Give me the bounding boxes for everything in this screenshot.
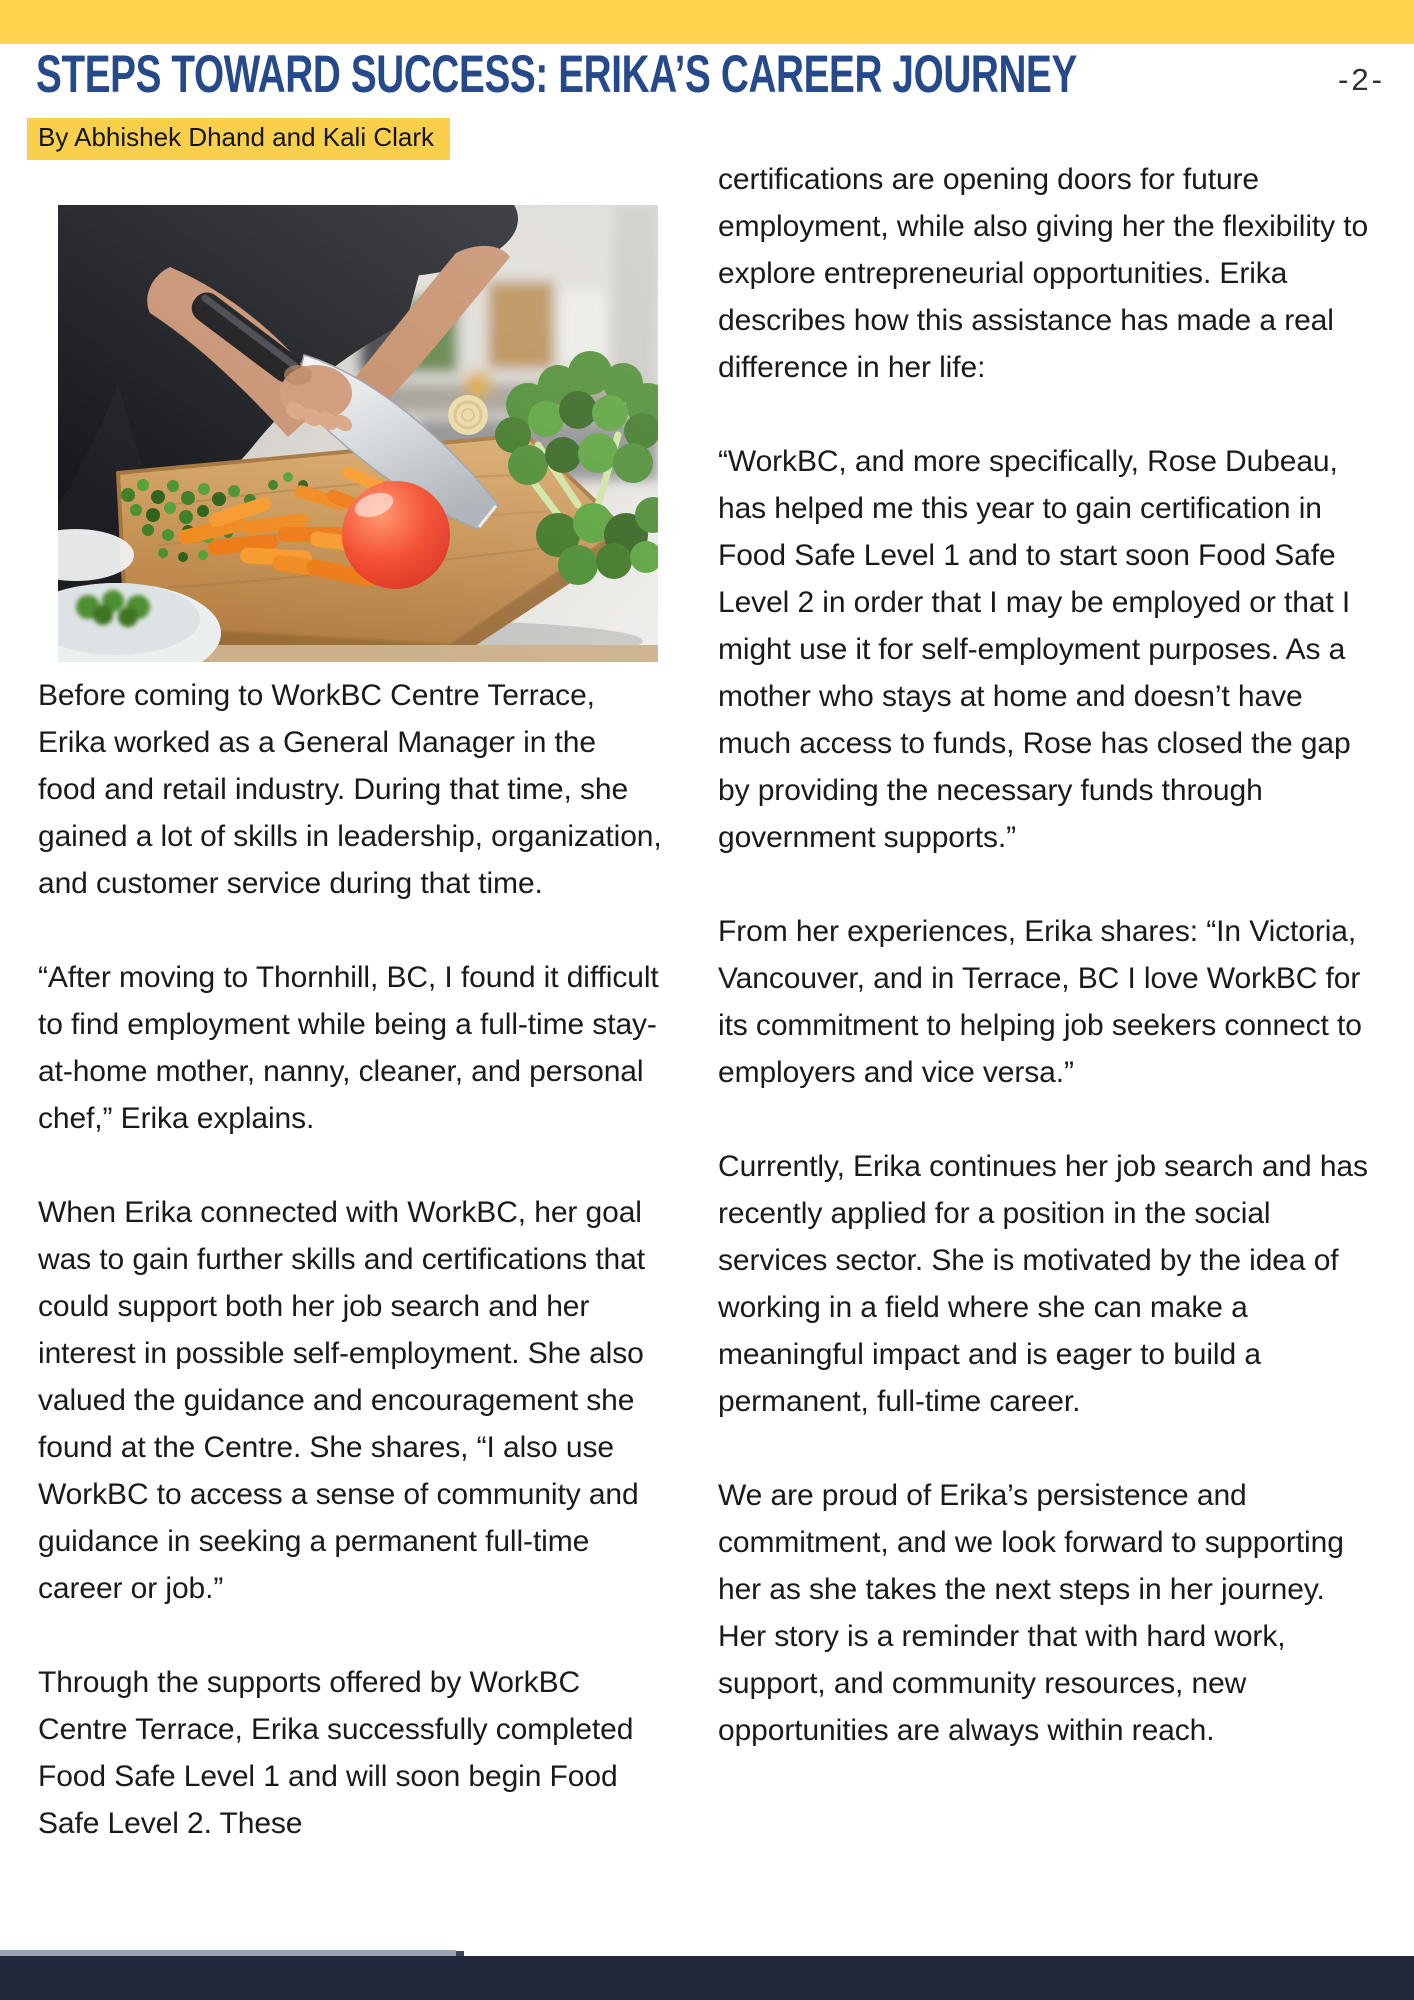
article-paragraph: We are proud of Erika’s persistence and commitment, and we look forward to supporting her as she takes the next steps in her journey. Her story is a reminder that with hard work, support, and community resources, new opportunities are always within reach. xyxy=(718,1479,1344,1747)
footer-accent-bar xyxy=(0,1956,1414,2000)
vegetable-chopping-photo xyxy=(58,205,658,662)
article-paragraph: certifications are opening doors for future employment, while also giving her the flexibility to explore entrepreneurial opportunities. Erika describes how this assistance has made a real difference in her life: xyxy=(718,163,1369,384)
article-paragraph: Currently, Erika continues her job search and has recently applied for a position in the social services sector. She is motivated by the idea of working in a field where she can make a meaningful impact and is eager to build a permanent, full-time career. xyxy=(718,1150,1368,1418)
article-paragraph: Through the supports offered by WorkBC Centre Terrace, Erika successfully completed Food Safe Level 1 and will soon begin Food Safe Level 2. These xyxy=(38,1666,634,1840)
article-paragraph: From her experiences, Erika shares: “In Victoria, Vancouver, and in Terrace, BC I love WorkBC for its commitment to helping job seekers connect to employers and vice versa.” xyxy=(718,915,1362,1089)
article-paragraph: “WorkBC, and more specifically, Rose Dubeau, has helped me this year to gain certification in Food Safe Level 1 and to start soon Food Safe Level 2 in order that I may be employed or that I might use it for self-employment purposes. As a mother who stays at home and doesn’t have much access to funds, Rose has closed the gap by providing the necessary funds through government supports.” xyxy=(718,445,1351,854)
page-title: STEPS TOWARD SUCCESS: ERIKA’S CAREER JOURNEY xyxy=(36,45,1077,104)
article-column-right xyxy=(718,156,1380,1754)
article-paragraph: When Erika connected with WorkBC, her goal was to gain further skills and certifications that could support both her job search and her interest in possible self-employment. She also valued the guidance and encouragement she found at the Centre. She shares, “I also use WorkBC to access a sense of community and guidance in seeking a permanent full-time career or job.” xyxy=(38,1196,645,1605)
top-accent-bar xyxy=(0,0,1414,44)
vegetable-chopping-illustration xyxy=(58,205,658,662)
byline: By Abhishek Dhand and Kali Clark xyxy=(27,118,450,160)
page-number: -2- xyxy=(1338,62,1385,97)
article-paragraph: “After moving to Thornhill, BC, I found it difficult to find employment while being a full-time stay-at-home mother, nanny, cleaner, and personal chef,” Erika explains. xyxy=(38,961,659,1135)
article-column-left xyxy=(38,672,662,1847)
article-paragraph: Before coming to WorkBC Centre Terrace, Erika worked as a General Manager in the food and retail industry. During that time, she gained a lot of skills in leadership, organization, and customer service during that time. xyxy=(38,679,662,900)
